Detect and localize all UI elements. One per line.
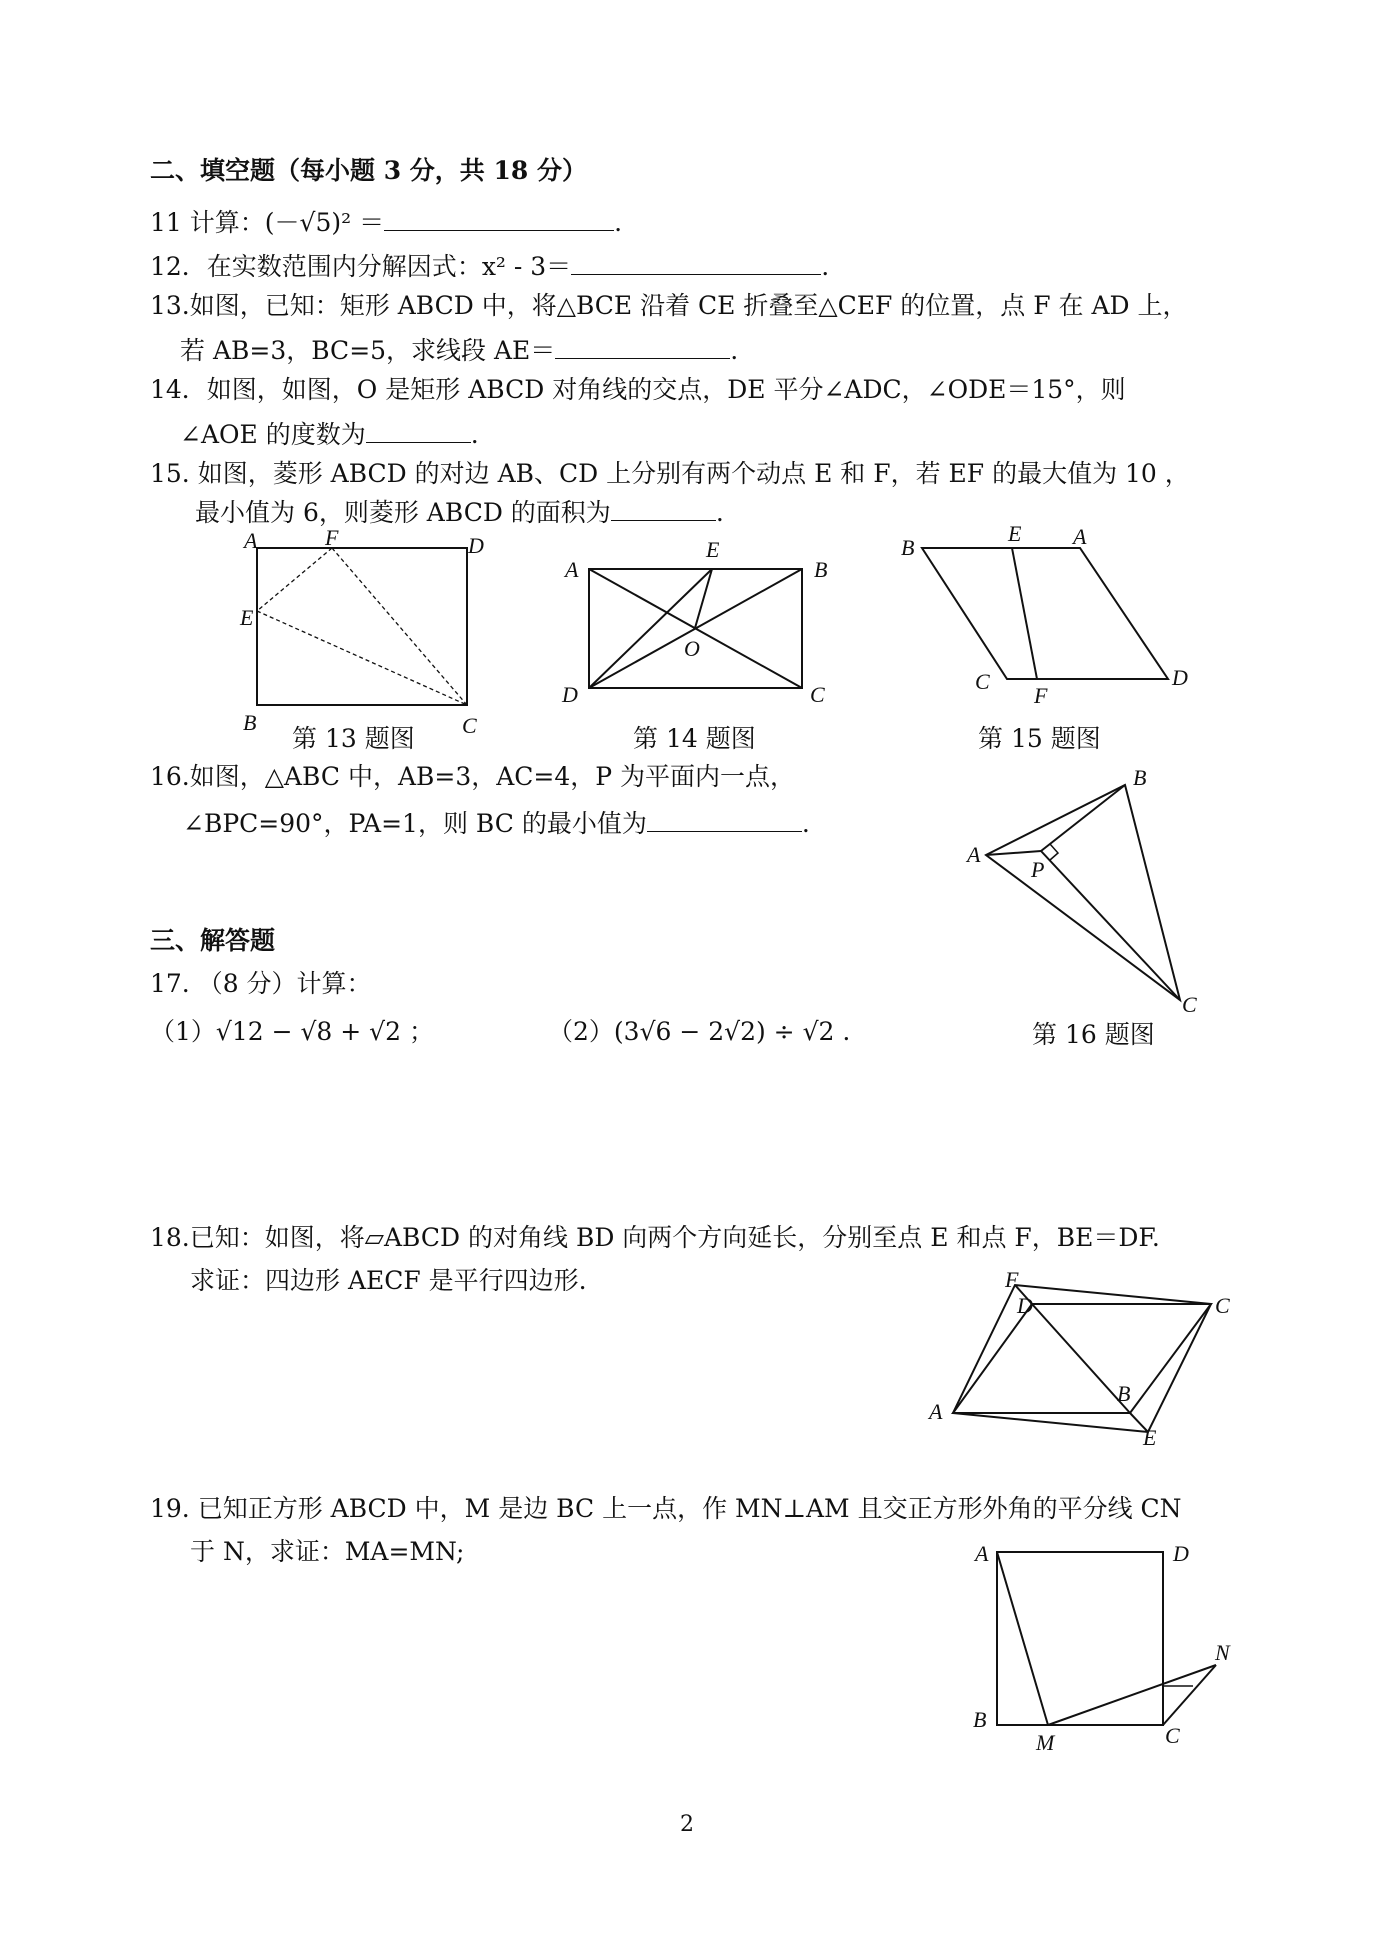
question-17-part1: （1）√12 − √8 + √2 ； [150,1017,434,1046]
question-19-line2: 于 N，求证：MA=MN; [190,1537,465,1566]
label-f: F [325,525,339,550]
label-a: A [1073,524,1087,549]
label-c: C [975,669,990,694]
figure-13-caption: 第 13 题图 [292,724,415,753]
question-11: 11 计算：(－√5)² ＝ . [150,204,622,239]
label-d: D [562,682,578,707]
label-b: B [1117,1381,1131,1406]
label-f: F [1034,683,1048,708]
question-19-line1: 19. 已知正方形 ABCD 中，M 是边 BC 上一点，作 MN⊥AM 且交正方形外角的平分线 CN [150,1494,1182,1523]
question-15-line1: 15. 如图，菱形 ABCD 的对边 AB、CD 上分别有两个动点 E 和 F，若 EF 的最大值为 10 ， [150,459,1190,488]
question-14-line2: ∠AOE 的度数为 . [180,416,479,451]
question-12: 12．在实数范围内分解因式：x² ‑ 3＝ . [150,248,829,283]
question-13-line1: 13.如图，已知：矩形 ABCD 中，将△BCE 沿着 CE 折叠至△CEF 的位置，点 F 在 AD 上， [150,291,1188,320]
page-number: 2 [680,1812,694,1837]
label-c: C [462,713,477,738]
label-e: E [1008,521,1022,546]
label-n: N [1215,1640,1230,1665]
question-11-text: 11 计算：(－√5)² ＝ [150,208,385,237]
question-18-line2: 求证：四边形 AECF 是平行四边形. [190,1266,587,1295]
label-m: M [1036,1730,1055,1755]
label-a: A [244,528,258,553]
question-16-line1: 16.如图，△ABC 中，AB=3，AC=4，P 为平面内一点， [150,762,796,791]
label-e: E [706,537,720,562]
label-c: C [810,682,825,707]
label-d: D [1172,665,1188,690]
question-12-text: 12．在实数范围内分解因式：x² ‑ 3＝ [150,252,572,281]
question-18-line1: 18.已知：如图，将▱ABCD 的对角线 BD 向两个方向延长，分别至点 E 和点 F，BE＝DF. [150,1223,1160,1252]
figure-15-caption: 第 15 题图 [978,724,1101,753]
label-e: E [240,605,254,630]
question-16-line2: ∠BPC=90°，PA=1，则 BC 的最小值为 . [183,805,810,840]
label-p: P [1031,857,1045,882]
label-a: A [929,1399,943,1424]
label-d: D [1173,1541,1189,1566]
figure-16-caption: 第 16 题图 [1032,1020,1155,1049]
label-o: O [684,636,700,661]
label-f: F [1005,1267,1019,1292]
label-d: D [468,533,484,558]
figure-14-caption: 第 14 题图 [633,724,756,753]
section-3-heading: 三、解答题 [150,926,276,955]
label-b: B [1133,765,1147,790]
label-b: B [973,1707,987,1732]
label-c: C [1182,992,1197,1017]
label-b: B [243,710,257,735]
label-a: A [967,842,981,867]
label-b: B [814,557,828,582]
label-d: D [1017,1293,1033,1318]
question-14-line1: 14．如图，如图，O 是矩形 ABCD 对角线的交点，DE 平分∠ADC，∠ODE＝15°，则 [150,375,1126,404]
question-13-line2: 若 AB=3，BC=5，求线段 AE＝ . [180,332,738,367]
label-c: C [1215,1293,1230,1318]
label-e: E [1143,1425,1157,1450]
question-15-line2: 最小值为 6，则菱形 ABCD 的面积为 . [195,494,724,529]
section-2-heading: 二、填空题（每小题 3 分，共 18 分） [150,156,588,185]
label-a: A [975,1541,989,1566]
label-a: A [565,557,579,582]
question-17-title: 17. （8 分）计算： [150,969,372,998]
question-17-part2: （2）(3√6 − 2√2) ÷ √2 . [548,1017,851,1046]
segment-am [997,1552,1048,1725]
label-b: B [901,535,915,560]
label-c: C [1165,1723,1180,1748]
